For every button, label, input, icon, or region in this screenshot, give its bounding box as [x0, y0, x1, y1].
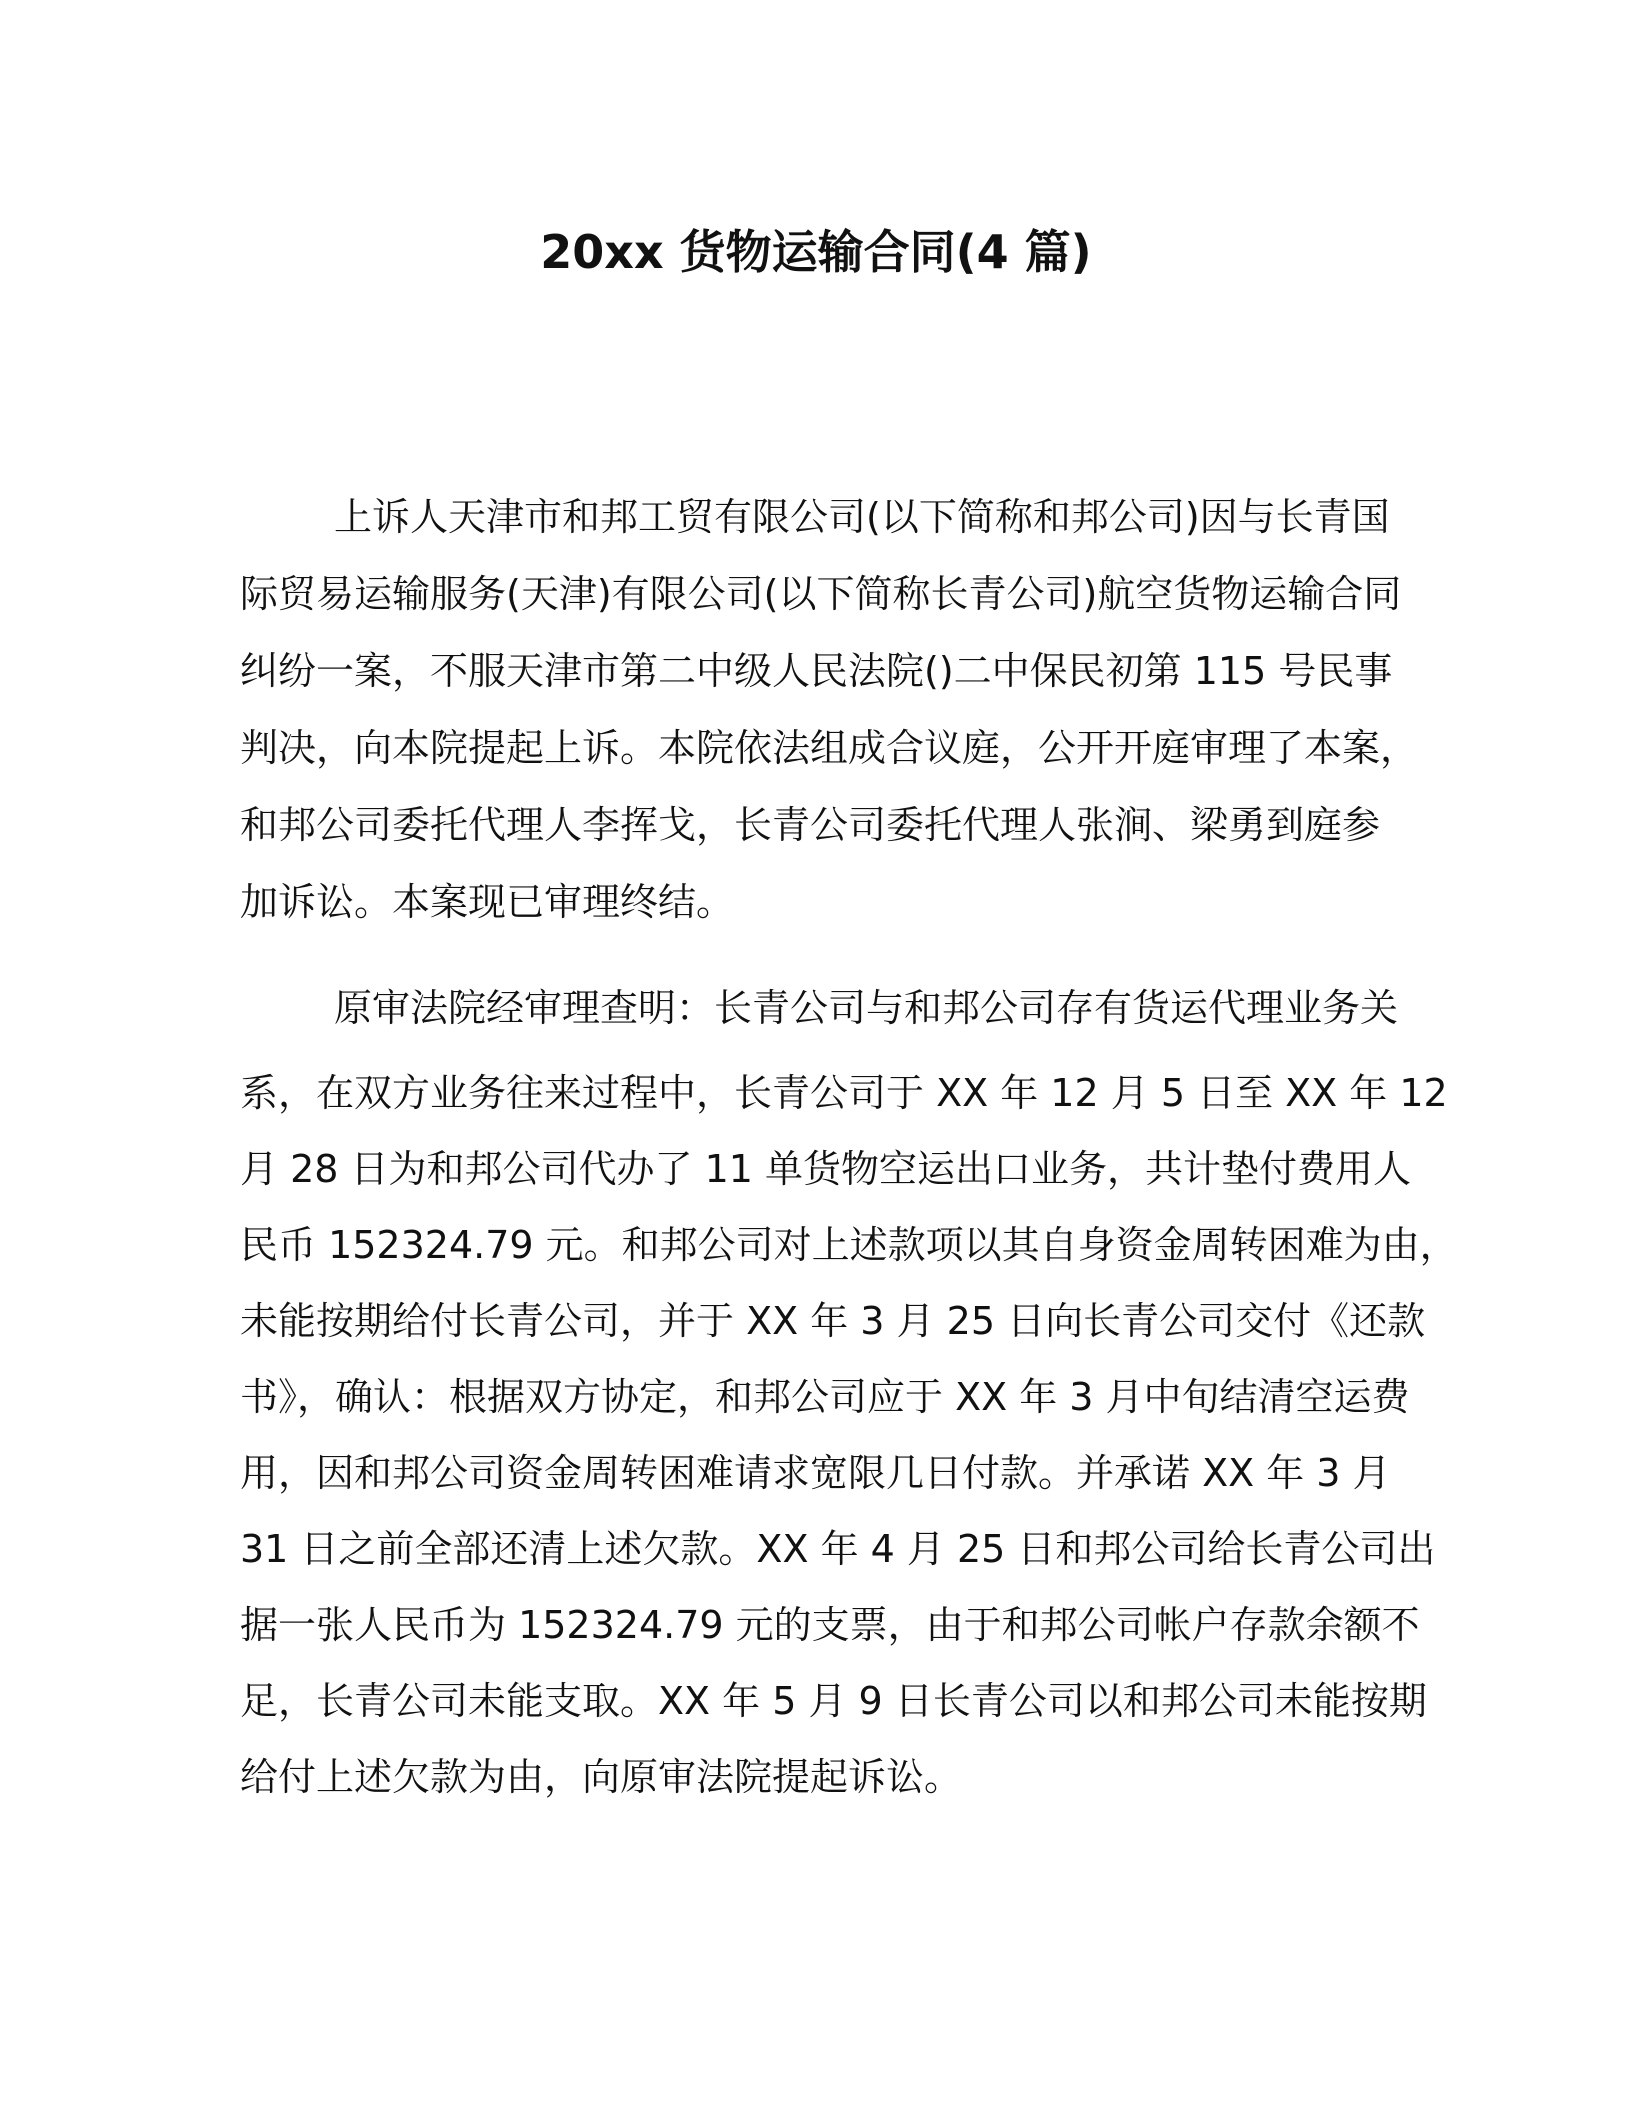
document-title: 20xx 货物运输合同(4 篇)	[540, 225, 1092, 279]
paragraph-1-line-3: 纠纷一案，不服天津市第二中级人民法院()二中保民初第 115 号民事	[240, 649, 1393, 693]
paragraph-2-line-10: 足，长青公司未能支取。XX 年 5 月 9 日长青公司以和邦公司未能按期	[240, 1679, 1427, 1723]
paragraph-2-line-6: 书》，确认：根据双方协定，和邦公司应于 XX 年 3 月中旬结清空运费	[240, 1375, 1410, 1419]
paragraph-2-line-2: 系，在双方业务往来过程中，长青公司于 XX 年 12 月 5 日至 XX 年 12	[240, 1071, 1448, 1115]
paragraph-2-line-3: 月 28 日为和邦公司代办了 11 单货物空运出口业务，共计垫付费用人	[240, 1147, 1412, 1191]
paragraph-2-line-5: 未能按期给付长青公司，并于 XX 年 3 月 25 日向长青公司交付《还款	[240, 1299, 1426, 1343]
paragraph-2-line-4: 民币 152324.79 元。和邦公司对上述款项以其自身资金周转困难为由，	[240, 1223, 1458, 1267]
paragraph-1-line-2: 际贸易运输服务(天津)有限公司(以下简称长青公司)航空货物运输合同	[240, 572, 1402, 616]
paragraph-1-line-1: 上诉人天津市和邦工贸有限公司(以下简称和邦公司)因与长青国	[334, 495, 1390, 539]
paragraph-1-line-4: 判决，向本院提起上诉。本院依法组成合议庭，公开开庭审理了本案，	[240, 726, 1419, 770]
paragraph-1-line-5: 和邦公司委托代理人李挥戈，长青公司委托代理人张涧、梁勇到庭参	[240, 803, 1381, 847]
paragraph-1-line-6: 加诉讼。本案现已审理终结。	[240, 880, 735, 924]
paragraph-2-line-7: 用，因和邦公司资金周转困难请求宽限几日付款。并承诺 XX 年 3 月	[240, 1451, 1391, 1495]
paragraph-2-line-8: 31 日之前全部还清上述欠款。XX 年 4 月 25 日和邦公司给长青公司出	[240, 1527, 1436, 1571]
paragraph-2-line-11: 给付上述欠款为由，向原审法院提起诉讼。	[240, 1755, 963, 1799]
paragraph-2-line-9: 据一张人民币为 152324.79 元的支票，由于和邦公司帐户存款余额不	[240, 1603, 1420, 1647]
paragraph-2-line-1: 原审法院经审理查明：长青公司与和邦公司存有货运代理业务关	[334, 986, 1399, 1030]
